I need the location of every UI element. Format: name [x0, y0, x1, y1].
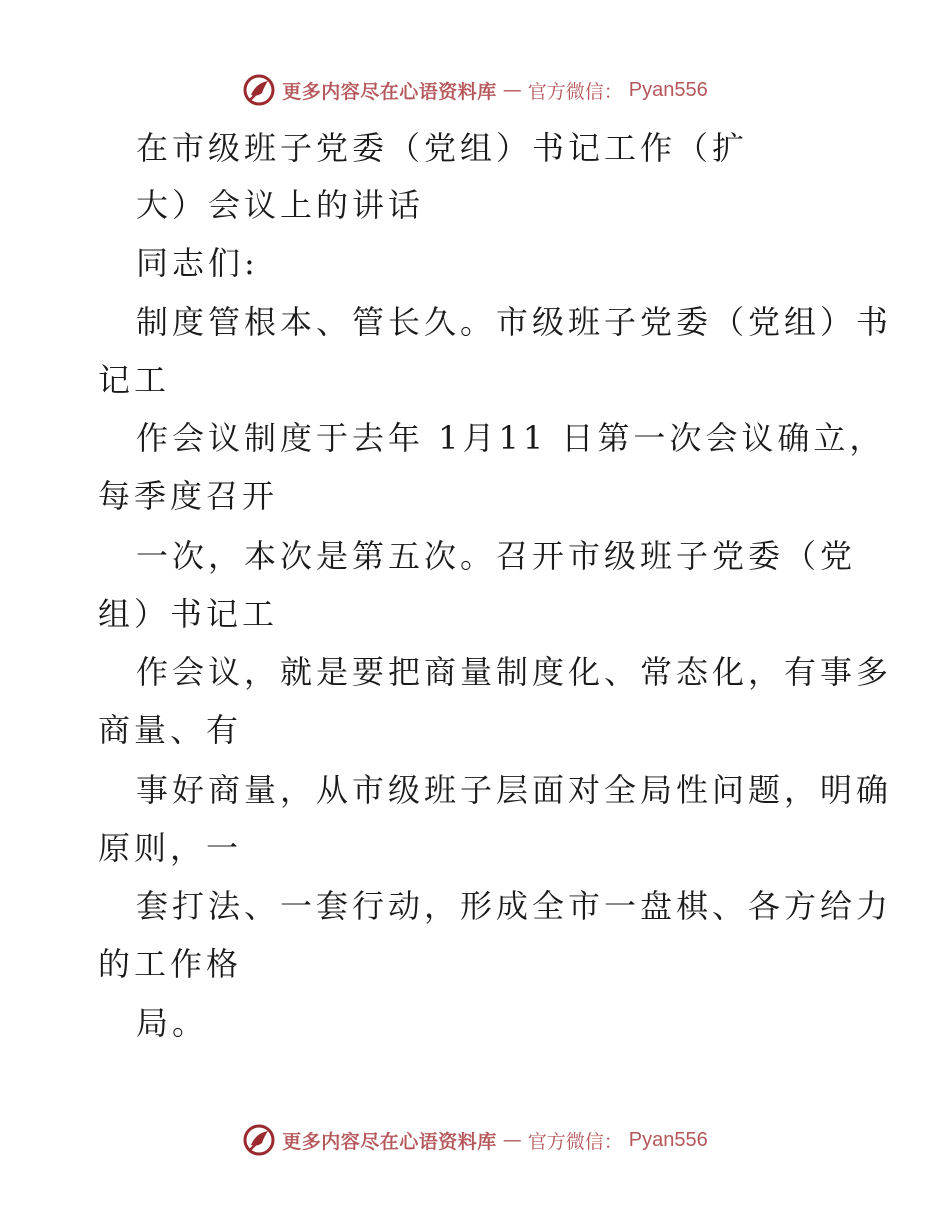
paragraph-line: 一次，本次是第五次。召开市级班子党委（党: [136, 537, 857, 575]
banner-wechat-id: Pyan556: [628, 1128, 708, 1151]
banner-wechat-label: 官方微信：: [527, 80, 623, 103]
paragraph-line: 组）书记工: [98, 595, 279, 633]
banner-separator: —: [502, 1129, 522, 1151]
banner-slogan: 更多内容尽在心语资料库: [282, 1130, 497, 1153]
paragraph-line: 每季度召开: [98, 477, 279, 515]
title-line-2: 大）会议上的讲话: [136, 186, 425, 224]
pen-logo-icon: [242, 1123, 276, 1157]
paragraph-line: 记工: [98, 361, 171, 399]
paragraph-line: 作会议，就是要把商量制度化、常态化，有事多: [136, 653, 893, 691]
header-watermark: [0, 70, 950, 110]
salutation: 同志们:: [136, 244, 259, 282]
banner-slogan: 更多内容尽在心语资料库: [282, 80, 497, 103]
paragraph-line: 的工作格: [98, 945, 243, 983]
banner-separator: —: [502, 79, 522, 101]
paragraph-line: 套打法、一套行动，形成全市一盘棋、各方给力: [136, 887, 893, 925]
banner-wechat-label: 官方微信：: [527, 1130, 623, 1153]
paragraph-line: 作会议制度于去年 1月11 日第一次会议确立，: [136, 419, 886, 457]
paragraph-line: 商量、有: [98, 711, 243, 749]
footer-watermark: [0, 1120, 950, 1160]
paragraph-line: 原则，一: [98, 829, 243, 867]
banner-wechat-id: Pyan556: [628, 78, 708, 101]
paragraph-line: 制度管根本、管长久。市级班子党委（党组）书: [136, 303, 893, 341]
pen-logo-icon: [242, 73, 276, 107]
paragraph-line: 事好商量，从市级班子层面对全局性问题，明确: [136, 771, 893, 809]
title-line-1: 在市级班子党委（党组）书记工作（扩: [136, 129, 749, 167]
paragraph-line: 局。: [136, 1004, 209, 1042]
